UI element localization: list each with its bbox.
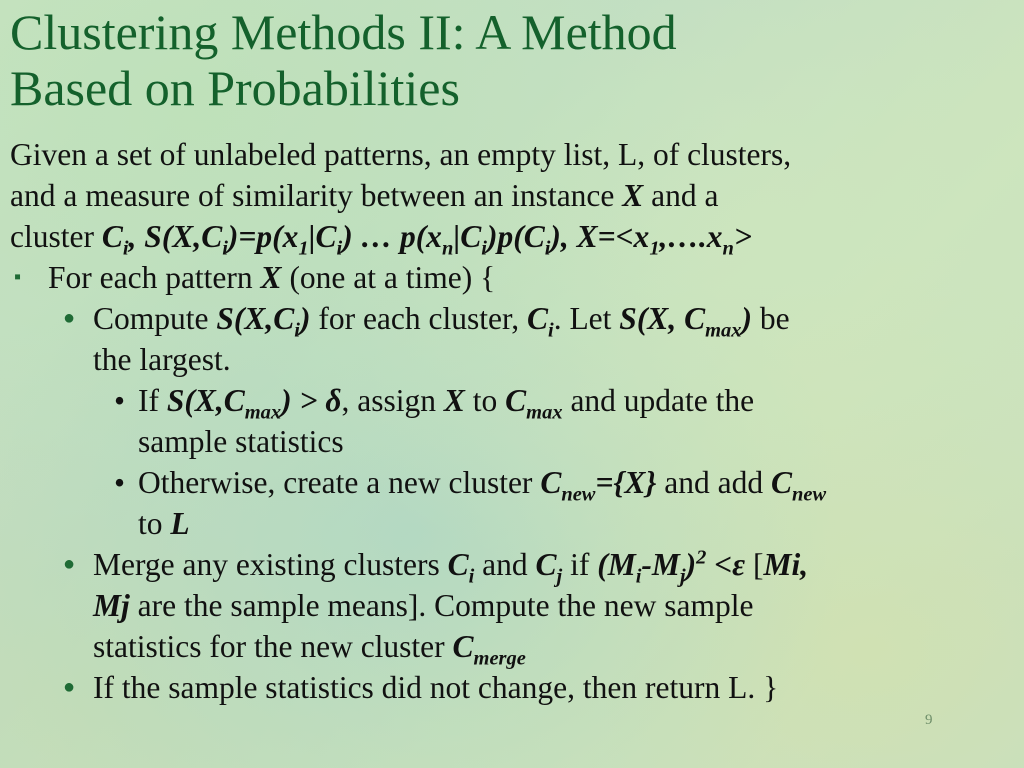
intro-text-2-tail: and a (643, 178, 719, 213)
sub1-text-a: Compute (93, 301, 217, 336)
ss2-text-a: Otherwise, create a new cluster (138, 465, 541, 500)
ss2-cnew2-c: C (770, 465, 792, 500)
ss2-eq: ={X} (595, 465, 657, 500)
intro-formula-sub-i4: i (544, 237, 551, 260)
sub2-minus: -M (641, 547, 680, 582)
ss2-cnew-c: C (540, 465, 562, 500)
intro-formula-c: ) … p(x (342, 219, 442, 254)
sub2-text-a: Merge any existing clusters (93, 547, 448, 582)
intro-line-1 (10, 134, 1015, 175)
intro-ci-sub: i (122, 237, 129, 260)
intro-formula-sub-1b: 1 (649, 237, 660, 260)
sub2-cj (535, 547, 563, 588)
sub1-s2-sub: max (705, 319, 742, 342)
intro-formula-d: )p(C (486, 219, 545, 254)
sub1-s1-close: ) (299, 301, 311, 336)
sub2-cmerge-sub: merge (473, 647, 526, 670)
ss1-text-c: to (464, 383, 506, 418)
sub1-s2: S(X, C (619, 301, 706, 336)
sub2-eps: ε (732, 547, 746, 582)
sub2-if: if (562, 547, 598, 582)
ss2-cnew2-sub: new (791, 483, 827, 506)
ss1-line-2: sample statistics (138, 424, 344, 459)
ss1-s-sub: max (244, 401, 282, 424)
bullet1-text-a: For each pattern (48, 260, 261, 295)
sub1-s2-close: ) (741, 301, 752, 336)
round-bullet-icon: ● (63, 553, 76, 575)
intro-formula-c2: C (460, 219, 482, 254)
ss2-l: L (170, 506, 190, 541)
sub2-cmerge (452, 629, 526, 670)
intro-formula-sub-1: 1 (298, 237, 309, 260)
intro-formula-sub-n2: n (722, 237, 734, 260)
sub2-text-c: statistics for the new cluster (93, 629, 453, 664)
intro-text-1: Given a set of unlabeled patterns, an empty list, L, of clusters, (10, 137, 792, 172)
page-number: 9 (925, 712, 933, 728)
ss1-cmax-sub: max (526, 401, 563, 424)
subbullet-merge (10, 544, 1015, 670)
intro-formula-sub-i2: i (336, 237, 343, 260)
intro-formula-e: ), X=<x (550, 219, 650, 254)
sub1-line-2: the largest. (93, 342, 231, 377)
sub2-ci-c: C (447, 547, 469, 582)
bullet-for-each-pattern (10, 257, 1015, 298)
slide-title-line-1: Clustering Methods II: A Method (10, 4, 677, 60)
sub1-ci (526, 301, 554, 342)
ss2-cnew-2 (770, 465, 827, 506)
bullet1-text-b: (one at a time) { (281, 260, 496, 295)
dot-bullet-icon: • (114, 383, 126, 418)
ss1-cmax-c: C (505, 383, 527, 418)
sub1-formula-1 (216, 301, 311, 342)
sub2-space (745, 547, 753, 582)
intro-bar-1: | (308, 219, 316, 254)
sub1-formula-2 (619, 301, 752, 342)
sub2-mj: Mj (93, 588, 130, 623)
sub1-s1: S(X,C (216, 301, 295, 336)
ss1-text-d: and update the (562, 383, 755, 418)
intro-formula-sub-i3: i (481, 237, 487, 260)
intro-bar-2: | (453, 219, 461, 254)
intro-formula-gt: > (733, 219, 752, 254)
sub2-m2-sub: j (679, 565, 686, 588)
sub2-ci-sub: i (468, 565, 475, 588)
ss1-cmax (505, 383, 563, 424)
intro-var-x: X (622, 178, 644, 213)
intro-line-3 (10, 216, 1015, 260)
sub1-text-c: . Let (553, 301, 620, 336)
bullet1-var-x: X (260, 260, 282, 295)
square-bullet-icon: ▪ (14, 266, 22, 288)
sub2-bracket: [ (752, 547, 764, 582)
sub2-cj-c: C (535, 547, 557, 582)
sub2-m1-sub: i (635, 565, 642, 588)
ss1-x: X (443, 383, 465, 418)
sub1-ci-sub: i (548, 319, 554, 342)
sub1-s1-sub: i (294, 319, 300, 342)
ss1-formula (166, 383, 342, 424)
intro-text-2: and a measure of similarity between an instance (10, 178, 623, 213)
ss2-cnew (540, 465, 657, 506)
intro-formula (101, 219, 752, 260)
sub2-ci (447, 547, 475, 588)
ss1-text-a: If (138, 383, 167, 418)
round-bullet-icon: ● (63, 676, 76, 698)
sub2-cmerge-c: C (452, 629, 474, 664)
sub3-text: If the sample statistics did not change, then return L. } (93, 670, 779, 705)
intro-ci: C (101, 219, 123, 254)
intro-line-2 (10, 175, 1015, 216)
sub2-close: ) (685, 547, 697, 582)
sub1-text-d: be (751, 301, 790, 336)
slide-title (10, 4, 1010, 116)
sub2-text-b: are the sample means]. Compute the new sample (129, 588, 754, 623)
intro-comma: , (128, 219, 137, 254)
subbullet-return (10, 667, 1015, 708)
sub2-and: and (474, 547, 536, 582)
ss1-text-b: , assign (341, 383, 444, 418)
sub2-sq: 2 (696, 546, 707, 569)
slide-title-line-2: Based on Probabilities (10, 60, 460, 116)
subbullet-compute (10, 298, 1015, 380)
intro-formula-a: S(X,C (144, 219, 223, 254)
sub2-condition (597, 546, 746, 588)
intro-formula-f: ,….x (659, 219, 723, 254)
ss2-cnew-sub: new (561, 483, 596, 506)
subsub-otherwise (10, 462, 1015, 544)
sub2-cj-sub: j (556, 565, 563, 588)
intro-formula-sub-n1: n (441, 237, 454, 260)
sub1-text-b: for each cluster, (310, 301, 527, 336)
intro-formula-c1: C (315, 219, 337, 254)
ss1-delta: δ (325, 383, 342, 418)
dot-bullet-icon: • (114, 465, 126, 500)
round-bullet-icon: ● (63, 307, 76, 329)
sub2-mi: Mi, (763, 547, 809, 582)
intro-formula-b: )=p(x (227, 219, 299, 254)
sub2-m1: (M (597, 547, 636, 582)
slide-content (10, 134, 1015, 708)
sub2-lt: < (706, 547, 733, 582)
ss1-gt: ) > (281, 383, 326, 418)
subsub-if-assign (10, 380, 1015, 462)
ss2-text-c: to (138, 506, 171, 541)
intro-formula-sub-i1: i (222, 237, 228, 260)
sub1-ci-c: C (526, 301, 548, 336)
ss1-s: S(X,C (166, 383, 245, 418)
ss2-text-b: and add (656, 465, 771, 500)
intro-text-3: cluster (10, 219, 102, 254)
